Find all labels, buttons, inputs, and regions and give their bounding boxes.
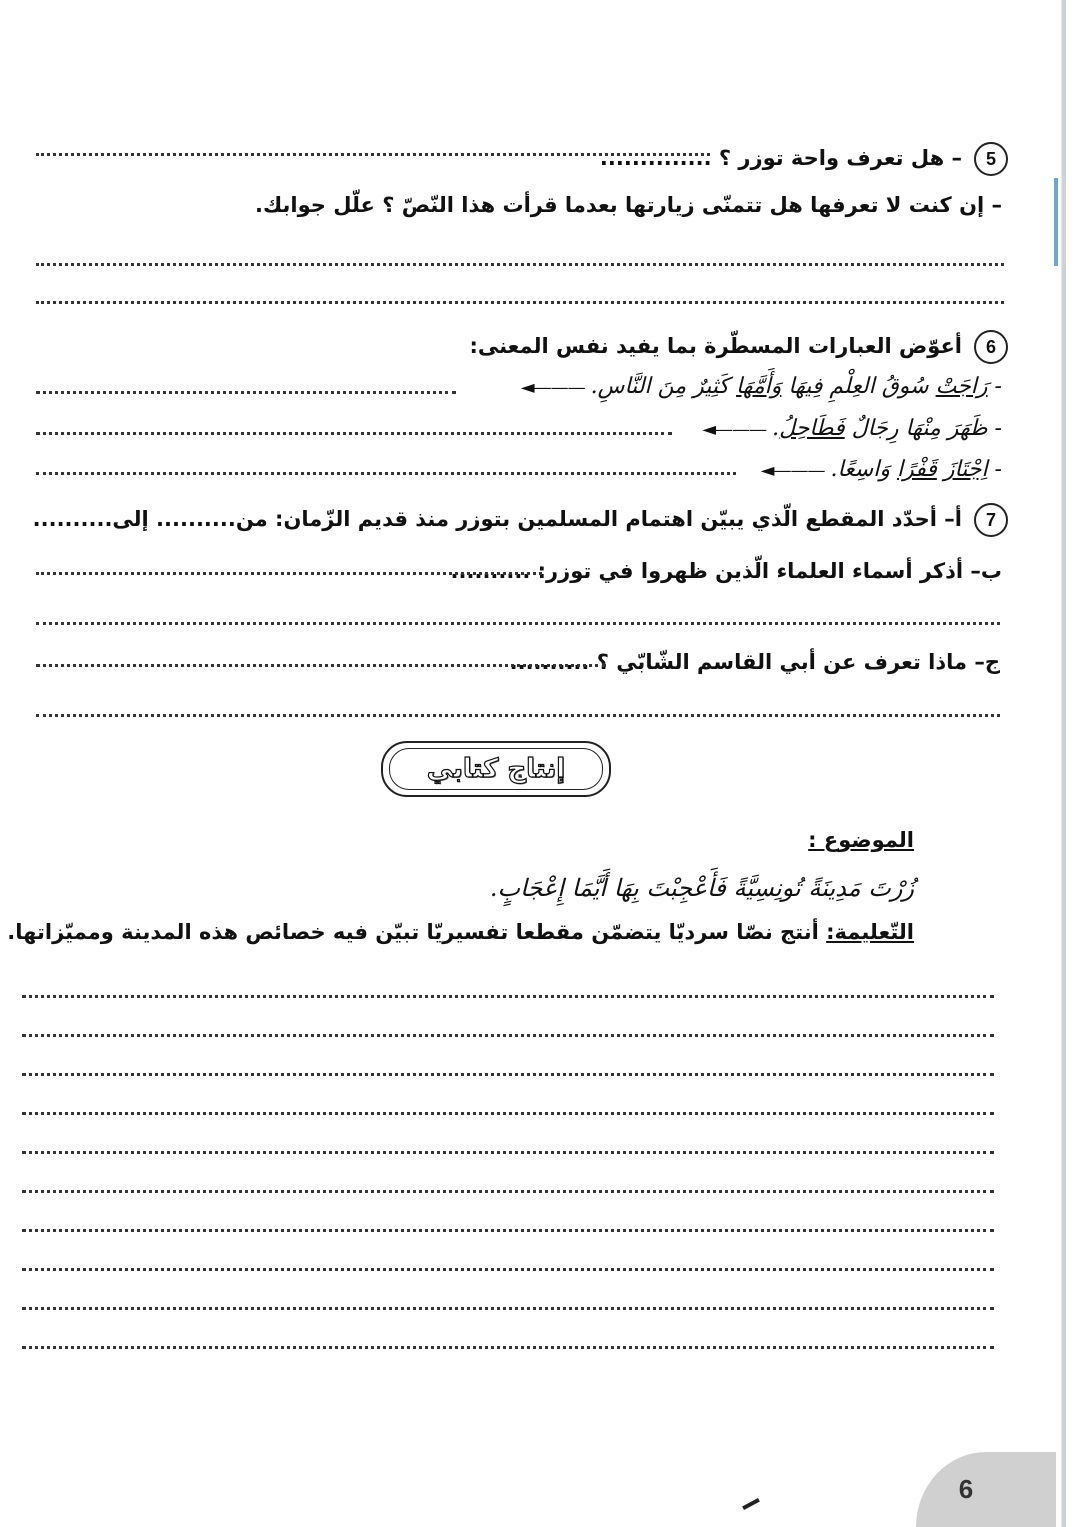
q6-answer-line-3[interactable]	[36, 472, 736, 475]
q5-line2: – إن كنت لا تعرفها هل تتمنّى زيارتها بعدما قرأت هذا النّصّ ؟ علّل جوابك.	[255, 193, 1002, 217]
q6-item-1	[521, 374, 1002, 399]
q5-answer-line-2[interactable]	[36, 263, 1004, 266]
topic-label	[808, 828, 914, 852]
q6-item-3-dash: -	[987, 457, 1002, 482]
writing-line[interactable]	[22, 1307, 994, 1310]
instruction	[7, 920, 914, 944]
q6-number-badge: 6	[974, 330, 1008, 364]
q6-line	[469, 330, 1008, 364]
section-title-badge	[381, 741, 611, 797]
q6-item-3	[761, 457, 1002, 482]
q6-item-1-underlined-2: وَأَمَّهَا	[736, 374, 782, 399]
topic-text: زُرْتَ مَدِينَةً تُونِسِيَّةً فَأَعْجِبْتَ بِهَا أَيَّمَا إِعْجَابٍ.	[489, 874, 914, 902]
writing-line[interactable]	[22, 1268, 994, 1271]
edge-accent	[1054, 178, 1058, 266]
writing-line[interactable]	[22, 1229, 994, 1232]
arrow-icon: ◄———	[702, 419, 767, 440]
q7-number-badge: 7	[974, 503, 1008, 537]
q6-item-1-dash: -	[987, 374, 1002, 399]
q6-item-2	[702, 416, 1002, 441]
writing-line[interactable]	[22, 995, 994, 998]
section-title: إنتاج كتابي	[389, 748, 603, 790]
q6-item-2-end: .	[772, 416, 780, 441]
q5-answer-line[interactable]	[36, 153, 710, 156]
q6-answer-line-2[interactable]	[36, 432, 672, 435]
q6-item-1-underlined-1: رَاجَتْ	[935, 374, 988, 399]
writing-line[interactable]	[22, 1034, 994, 1037]
q6-item-3-end: وَاسِعًا.	[830, 457, 897, 482]
page-number: 6	[958, 1474, 974, 1504]
q7-c-answer-line[interactable]	[36, 664, 606, 667]
page-edge	[1062, 0, 1066, 1527]
q5-line1	[600, 142, 1008, 176]
pen-mark	[742, 1498, 760, 1510]
writing-line[interactable]	[22, 1151, 994, 1154]
q6-item-3-mid	[937, 457, 944, 482]
q6-prompt: أعوّض العبارات المسطّرة بما يفيد نفس المعنى:	[469, 334, 962, 358]
writing-line[interactable]	[22, 1190, 994, 1193]
q6-item-3-underlined-1: اِجْتَازَ	[943, 457, 988, 482]
arrow-icon: ◄———	[760, 460, 825, 481]
q6-item-2-mid: ظَهَرَ مِنْهَا رِجَالٌ	[844, 416, 988, 441]
q6-answer-line-1[interactable]	[36, 391, 456, 394]
writing-line[interactable]	[22, 1073, 994, 1076]
q7-part-a: أ– أحدّد المقطع الّذي يبيّن اهتمام المسلمين بتوزر منذ قديم الزّمان: من.......... إلى..........	[32, 507, 962, 531]
q7-b-answer-line-2[interactable]	[36, 622, 1000, 625]
q5-answer-line-3[interactable]	[36, 301, 1004, 304]
instruction-label: التّعليمة:	[826, 920, 914, 944]
page-edge-shadow	[1061, 0, 1062, 1527]
q6-item-1-end: كَثِيرٌ مِنَ النَّاسِ.	[590, 374, 737, 399]
page-number-tab	[916, 1452, 1056, 1527]
arrow-icon: ◄———	[520, 377, 585, 398]
q5-number-badge: 5	[974, 142, 1008, 176]
q5-question-text: – هل تعرف واحة توزر ؟ ..............	[599, 146, 962, 170]
q7-line-a	[33, 503, 1008, 537]
q6-item-3-underlined-2: قَفْرًا	[896, 457, 937, 482]
q7-b-answer-line[interactable]	[36, 572, 542, 575]
q7-part-c: ج– ماذا تعرف عن أبي القاسم الشّابّي ؟ ..........	[509, 650, 1000, 674]
topic-label-text: الموضوع :	[808, 828, 914, 852]
q6-item-2-dash: -	[987, 416, 1002, 441]
q7-part-b: ب– أذكر أسماء العلماء الّذين ظهروا في توزر: ..........	[450, 559, 1002, 583]
instruction-text: أنتج نصّا سرديّا يتضمّن مقطعا تفسيريّا تبيّن فيه خصائص هذه المدينة ومميّزاتها.	[7, 920, 827, 944]
writing-line[interactable]	[22, 1346, 994, 1349]
q7-c-answer-line-2[interactable]	[36, 714, 1000, 717]
writing-line[interactable]	[22, 1112, 994, 1115]
q6-item-1-mid: سُوقُ العِلْمِ فِيهَا	[781, 374, 936, 399]
q6-item-2-underlined: فَطَاحِلُ	[779, 416, 845, 441]
